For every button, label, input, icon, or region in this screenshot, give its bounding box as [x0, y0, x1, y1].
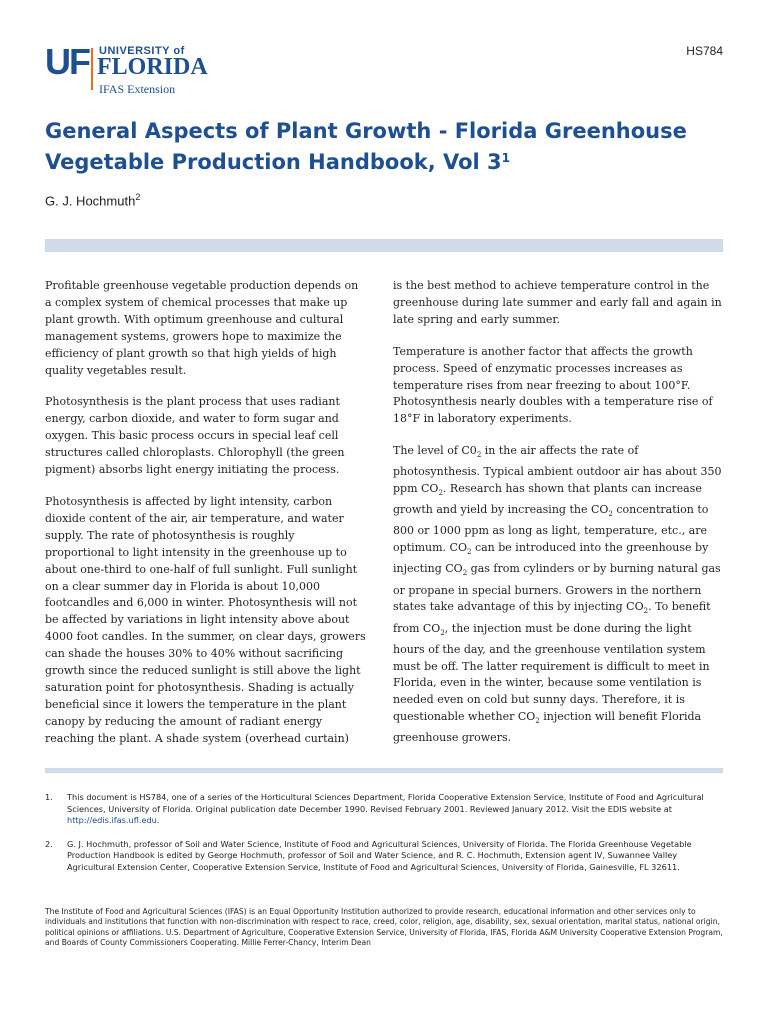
footnotes — [45, 792, 723, 886]
text-run: gas from cylinders or by burning natural gas or propane in special burners. Growers in the northern states take advantage of this by injecting CO — [393, 562, 721, 614]
subscript-2: 2 — [535, 717, 540, 726]
author-footnote-mark: 2 — [135, 192, 141, 202]
uf-ifas-logo — [45, 41, 215, 96]
subscript-2: 2 — [476, 451, 482, 460]
title-text: General Aspects of Plant Growth - Florida Greenhouse Vegetable Production Handbook, Vol 3 — [45, 119, 687, 174]
footnote-1 — [45, 792, 723, 827]
logo-florida-text: FLORIDA — [97, 54, 208, 80]
document-id: HS784 — [686, 44, 723, 58]
header-rule — [45, 239, 723, 252]
logo-ifas-text: IFAS Extension — [99, 82, 176, 96]
paragraph: Temperature is another factor that affects the growth process. Speed of enzymatic processes increases as temperature rises from near freezing to about 100°F. Photosynthesis nearly doubles with a temperature rise of 18°F in laboratory experiments. — [393, 344, 713, 426]
text-run: . To benefit from CO — [393, 600, 711, 635]
body-column-right — [393, 278, 723, 762]
footnote-rule — [45, 768, 723, 773]
footnote-text: G. J. Hochmuth, professor of Soil and Water Science, Institute of Food and Agricultural Sciences, University of Florida. The Florida Greenhouse Vegetable Production Handbook is edited by George Hochmuth, professor of Soil and Water Science, and R. C. Hochmuth, Extension agent IV, Suwannee Valley Agricultural Extension Center, Cooperative Extension Service, Institute of Food and Agricultural Sciences, University of Florida, Gainesville, FL 32611. — [67, 838, 692, 872]
subscript-2: 2 — [608, 510, 613, 519]
text-run: in the air affects the rate of photosynthesis. Typical ambient outdoor air has about 350 ppm CO — [393, 444, 722, 496]
subscript-2: 2 — [466, 548, 472, 557]
title-footnote-mark: 1 — [501, 151, 511, 165]
subscript-2: 2 — [643, 607, 649, 616]
text-run: can be introduced into the greenhouse by injecting CO — [393, 541, 709, 576]
subscript-2: 2 — [438, 489, 443, 498]
text-run: concentration to 800 or 1000 ppm as long as light, temperature, etc., are optimum. CO — [393, 503, 709, 555]
paragraph: Photosynthesis is the plant process that uses radiant energy, carbon dioxide, and water to form sugar and oxygen. This basic process occurs in special leaf cell structures called chloroplasts. Chlorophyll (the green pigment) absorbs light energy initiating the process. — [45, 395, 345, 477]
logo-uf-mark: UF — [45, 41, 89, 82]
body-column-left — [45, 278, 367, 763]
paragraph-co2 — [393, 443, 723, 747]
ifas-disclaimer: The Institute of Food and Agricultural Sciences (IFAS) is an Equal Opportunity Institution authorized to provide research, educational information and other services only to individuals and institutions that function with non-discrimination with respect to race, creed, color, religion, age, disability, sex, sexual orientation, marital status, national origin, political opinions or affiliations. U.S. Department of Agriculture, Cooperative Extension Service, University of Florida, IFAS, Florida A&M University Cooperative Extension Program, and Boards of County Commissioners Cooperating. Millie Ferrer-Chancy, Interim Dean — [45, 907, 723, 948]
footnote-number: 2. — [45, 838, 53, 849]
text-run: injection will benefit Florida greenhouse growers. — [393, 710, 702, 745]
text-run: , the injection must be done during the light hours of the day, and the greenhouse ventilation system must be off. The latter requirement is difficult to meet in Florida, even in the winter, because some ventilation is needed even on cold but sunny days. Therefore, it is questionable whether CO — [393, 621, 710, 724]
subscript-2: 2 — [440, 628, 445, 637]
paragraph: is the best method to achieve temperature control in the greenhouse during late summer and early fall and again in late spring and early summer. — [393, 279, 722, 326]
footnote-2 — [45, 839, 723, 874]
footnote-text — [67, 792, 723, 827]
footnote-body: This document is HS784, one of a series of the Horticultural Sciences Department, Florida Cooperative Extension Service, Institute of Food and Agricultural Sciences, University of Florida. Original publication date December 1990. Revised February 2001. Reviewed January 2012. Visit the EDIS website at — [67, 792, 704, 814]
author-name: G. J. Hochmuth — [45, 193, 136, 209]
page-title — [45, 116, 725, 178]
paragraph: Photosynthesis is affected by light intensity, carbon dioxide content of the air, air temperature, and water supply. The rate of photosynthesis is roughly proportional to light intensity in the greenhouse up to about one-third to one-half of full sunlight. Full sunlight on a clear summer day in Florida is about 10,000 footcandles and 6,000 in winter. Photosynthesis will not be affected by variations in light intensity above about 4000 foot candles. In the summer, on clear days, growers can shade the houses 30% to 40% without sacrificing growth since the reduced sunlight is still above the light saturation point for photosynthesis. Shading is actually beneficial since it lowers the temperature in the plant canopy by reducing the amount of radiant energy reaching the plant. A shade system (overhead curtain) — [45, 494, 366, 745]
paragraph: Profitable greenhouse vegetable production depends on a complex system of chemical processes that make up plant growth. With optimum greenhouse and cultural management systems, growers hope to maximize the efficiency of plant growth so that high yields of high quality vegetables result. — [45, 279, 359, 377]
footnote-number: 1. — [45, 792, 53, 802]
logo-divider — [91, 48, 93, 90]
edis-link[interactable]: http://edis.ifas.ufl.edu — [67, 815, 157, 826]
logo-university-text: UNIVERSITY of — [99, 45, 185, 57]
footnote-trailer: . — [156, 815, 160, 826]
text-run: The level of C0 — [393, 444, 477, 458]
text-run: . Research has shown that plants can increase growth and yield by increasing the CO — [393, 482, 702, 517]
subscript-2: 2 — [462, 569, 468, 578]
author-line — [45, 192, 140, 208]
